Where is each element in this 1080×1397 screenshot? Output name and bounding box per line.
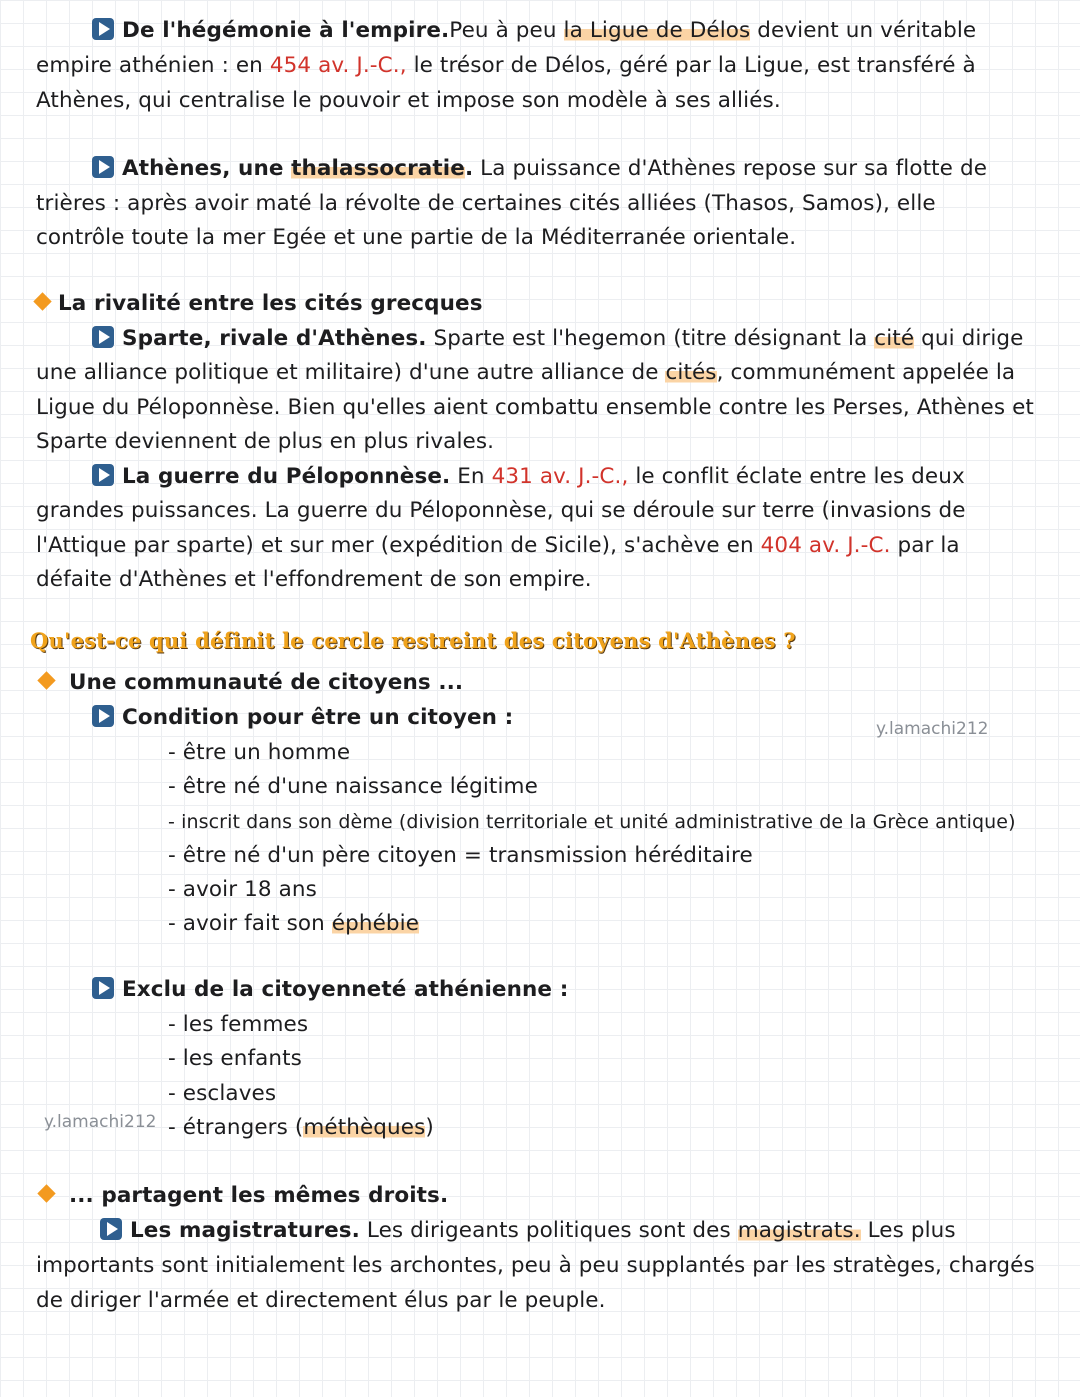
section-droits: ... partagent les mêmes droits. [40,1183,448,1208]
condition-item-3: - inscrit dans son dème (division territoriale et unité administrative de la Grèce antique) [168,811,1016,833]
paragraph-guerre-line-1: La guerre du Péloponnèse. En 431 av. J.-C., le conflit éclate entre les deux [92,464,965,489]
section-rivalite: La rivalité entre les cités grecques [36,291,483,316]
exclu-item-2: - les enfants [168,1046,302,1071]
condition-item-2: - être né d'une naissance légitime [168,774,538,799]
highlight-cite: cité [874,326,915,351]
question-heading: Qu'est-ce qui définit le cercle restreint des citoyens d'Athènes ? [30,628,796,653]
highlight-ligue-delos: la Ligue de Délos [563,18,751,43]
play-icon [92,18,114,40]
paragraph-magistratures-line-2: importants sont initialement les archontes, peu à peu supplantés par les stratèges, chargés [36,1253,1035,1278]
paragraph-sparte-line-2: une alliance politique et militaire) d'une autre alliance de cités, communément appelée la [36,360,1016,385]
date-404: 404 av. J.-C. [760,533,891,558]
diamond-bullet-icon [37,1184,55,1202]
condition-item-5: - avoir 18 ans [168,877,317,902]
paragraph-magistratures-line-3: de diriger l'armée et directement élus par le peuple. [36,1288,606,1313]
paragraph-sparte-line-3: Ligue du Péloponnèse. Bien qu'elles aient combattu ensemble contre les Perses, Athènes et [36,395,1034,420]
highlight-meteques: méthèques [303,1115,426,1140]
play-icon [92,156,114,178]
watermark: y.lamachi212 [876,719,989,739]
paragraph-hegemonie-line-3: Athènes, qui centralise le pouvoir et impose son modèle à ses alliés. [36,88,781,113]
paragraph-magistratures-line-1: Les magistratures. Les dirigeants politiques sont des magistrats. Les plus [100,1218,956,1243]
condition-item-1: - être un homme [168,740,351,765]
play-icon [92,326,114,348]
paragraph-guerre-line-3: l'Attique par sparte) et sur mer (expédition de Sicile), s'achève en 404 av. J.-C. par la [36,533,960,558]
play-icon [92,464,114,486]
highlight-ephebie: éphébie [331,911,420,936]
play-icon [92,977,114,999]
paragraph-thalassocratie-line-3: contrôle toute la mer Egée et une partie de la Méditerranée orientale. [36,225,797,250]
section-communaute: Une communauté de citoyens ... [40,670,463,695]
paragraph-sparte-line-4: Sparte deviennent de plus en plus rivales. [36,429,495,454]
paragraph-thalassocratie-line-2: trières : après avoir maté la révolte de certaines cités alliées (Thasos, Samos), elle [36,191,936,216]
condition-item-6: - avoir fait son éphébie [168,911,420,936]
highlight-magistrats: magistrats. [737,1218,861,1243]
paragraph-hegemonie-line-1: De l'hégémonie à l'empire.Peu à peu la Ligue de Délos devient un véritable [92,18,976,43]
heading-magistratures: Les magistratures. [130,1218,360,1243]
play-icon [92,705,114,727]
diamond-bullet-icon [37,671,55,689]
exclu-item-4: - étrangers (méthèques) [168,1115,434,1140]
condition-item-4: - être né d'un père citoyen = transmission héréditaire [168,843,753,868]
exclu-item-3: - esclaves [168,1081,277,1106]
exclu-heading: Exclu de la citoyenneté athénienne : [92,977,568,1002]
watermark: y.lamachi212 [44,1112,157,1132]
exclu-item-1: - les femmes [168,1012,309,1037]
paragraph-guerre-line-4: défaite d'Athènes et l'effondrement de son empire. [36,567,592,592]
play-icon [100,1218,122,1240]
heading-guerre: La guerre du Péloponnèse. [122,464,451,489]
paragraph-sparte-line-1: Sparte, rivale d'Athènes. Sparte est l'hegemon (titre désignant la cité qui dirige [92,326,1023,351]
paragraph-thalassocratie-line-1: Athènes, une thalassocratie. La puissance d'Athènes repose sur sa flotte de [92,156,987,181]
heading-hegemonie: De l'hégémonie à l'empire. [122,18,450,43]
highlight-cites: cités [665,360,717,385]
paragraph-hegemonie-line-2: empire athénien : en 454 av. J.-C., le trésor de Délos, géré par la Ligue, est transféré à [36,53,976,78]
diamond-bullet-icon [33,292,51,310]
heading-thalassocratie: Athènes, une thalassocratie. [122,156,474,181]
paragraph-guerre-line-2: grandes puissances. La guerre du Péloponnèse, qui se déroule sur terre (invasions de [36,498,966,523]
heading-sparte: Sparte, rivale d'Athènes. [122,326,427,351]
date-431: 431 av. J.-C., [491,464,629,489]
condition-heading: Condition pour être un citoyen : [92,705,513,730]
date-454: 454 av. J.-C., [269,53,407,78]
